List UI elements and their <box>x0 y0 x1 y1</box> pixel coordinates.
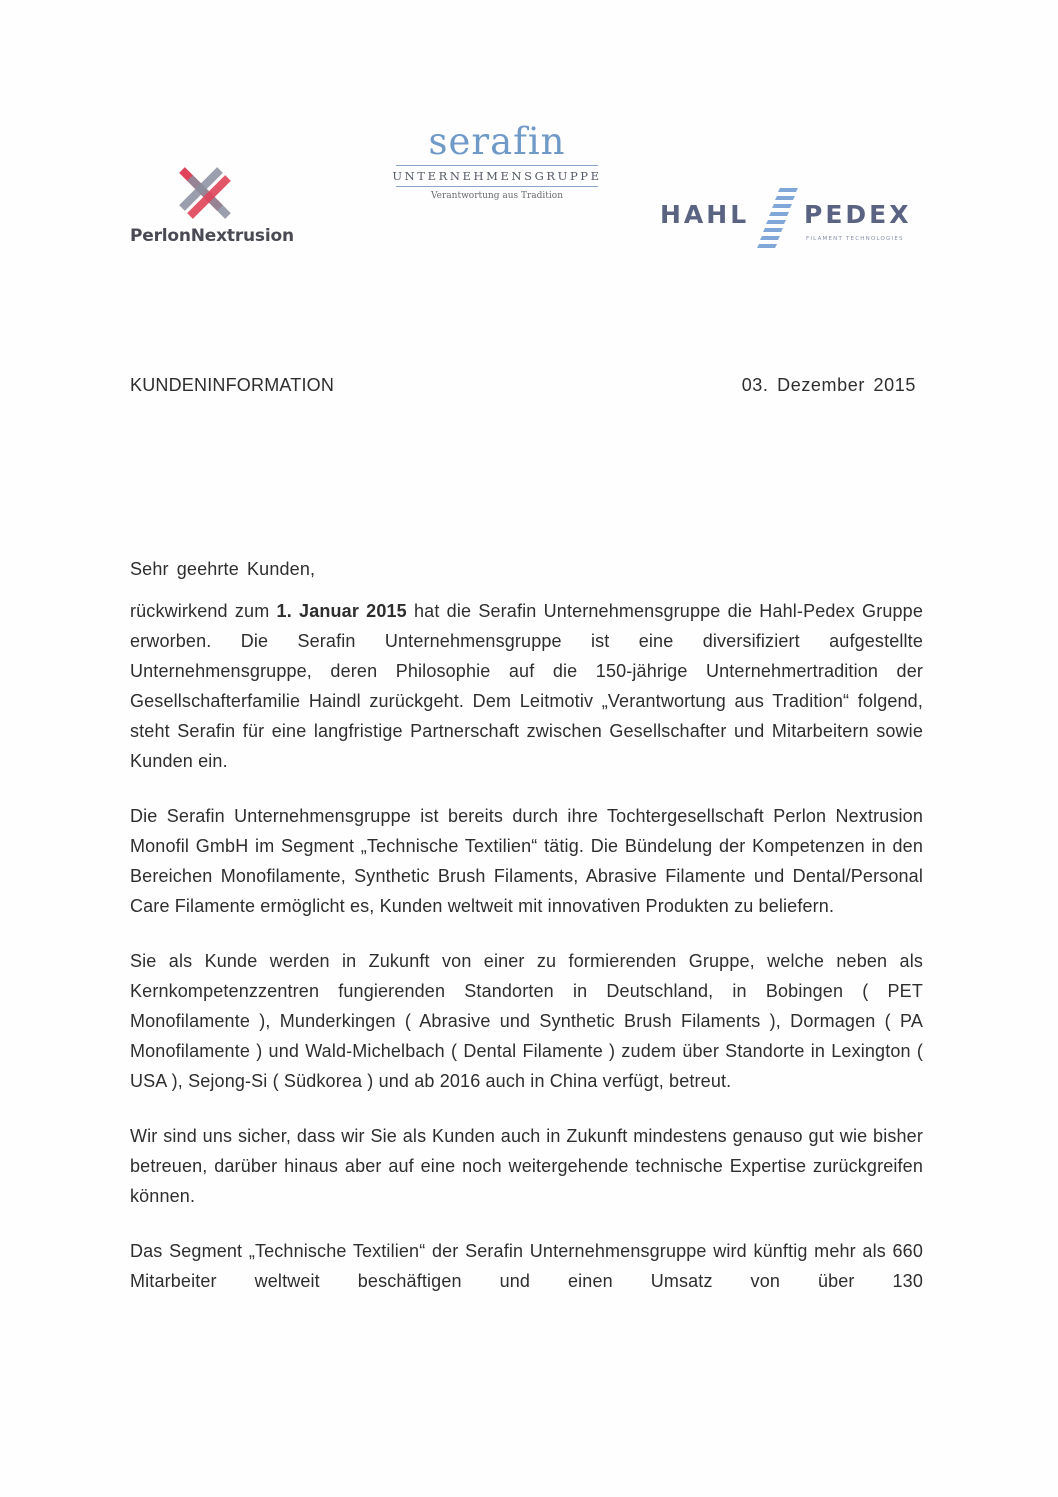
paragraph-1-post: hat die Serafin Unternehmensgruppe die Hahl-Pedex Gruppe erworben. Die Serafin Unternehmensgruppe ist eine diversifiziert aufgestellte Unternehmensgruppe, deren Philosophie auf die 150-jährige Unternehmertradition der Gesellschafterfamilie Haindl zurückgeht. Dem Leitmotiv „Verantwortung aus Tradition“ folgend, steht Serafin für eine langfristige Partnerschaft zwischen Gesellschafter und Mitarbeitern sowie Kunden ein. <box>130 601 923 771</box>
perlon-cross-mark-icon <box>176 164 234 222</box>
hahl-pedex-subline: FILAMENT TECHNOLOGIES <box>806 236 904 242</box>
serafin-logo-tagline: Verantwortung aus Tradition <box>431 191 563 201</box>
serafin-logo-rule-2 <box>396 186 598 187</box>
paragraph-5: Das Segment „Technische Textilien“ der Serafin Unternehmensgruppe wird künftig mehr als 660 Mitarbeiter weltweit beschäftigen und einen Umsatz von über 130 <box>130 1241 923 1291</box>
paragraph-1-pre: rückwirkend zum <box>130 601 277 621</box>
hahl-logo-text: HAHL <box>660 200 750 229</box>
paragraph-3: Sie als Kunde werden in Zukunft von einer zu formierenden Gruppe, welche neben als Kernkompetenzzentren fungierenden Standorten in Deutschland, in Bobingen ( PET Monofilamente ), Munderkingen ( Abrasive und Synthetic Brush Filaments ), Dormagen ( PA Monofilamente ) und Wald-Michelbach ( Dental Filamente ) zudem über Standorte in Lexington ( USA ), Sejong-Si ( Südkorea ) und ab 2016 auch in China verfügt, betreut. <box>130 951 923 1091</box>
perlon-logo-text: PerlonNextrusion <box>130 226 294 246</box>
paragraph-1 <box>130 596 923 776</box>
document-date: 03. Dezember 2015 <box>741 375 916 395</box>
hahl-pedex-logo <box>658 186 928 256</box>
hahl-pedex-stripes-icon <box>754 186 802 248</box>
salutation: Sehr geehrte Kunden, <box>130 559 316 579</box>
serafin-logo <box>392 120 602 210</box>
serafin-logo-word: serafin <box>428 120 566 163</box>
perlon-nextrusion-logo <box>128 164 298 254</box>
letter-body <box>130 554 923 1321</box>
paragraph-1-bold-date: 1. Januar 2015 <box>276 601 407 621</box>
paragraph-2: Die Serafin Unternehmensgruppe ist bereits durch ihre Tochtergesellschaft Perlon Nextrusion Monofil GmbH im Segment „Technische Textilien“ tätig. Die Bündelung der Kompetenzen in den Bereichen Monofilamente, Synthetic Brush Filaments, Abrasive Filamente und Dental/Personal Care Filamente ermöglicht es, Kunden weltweit mit innovativen Produkten zu beliefern. <box>130 806 923 916</box>
paragraph-4: Wir sind uns sicher, dass wir Sie als Kunden auch in Zukunft mindestens genauso gut wie bisher betreuen, darüber hinaus aber auf eine noch weitergehende technische Expertise zurückgreifen können. <box>130 1126 923 1206</box>
serafin-logo-rule <box>396 165 598 166</box>
serafin-logo-group: UNTERNEHMENSGRUPPE <box>392 169 602 183</box>
document-title: KUNDENINFORMATION <box>130 375 335 395</box>
pedex-logo-text: PEDEX <box>804 200 912 229</box>
